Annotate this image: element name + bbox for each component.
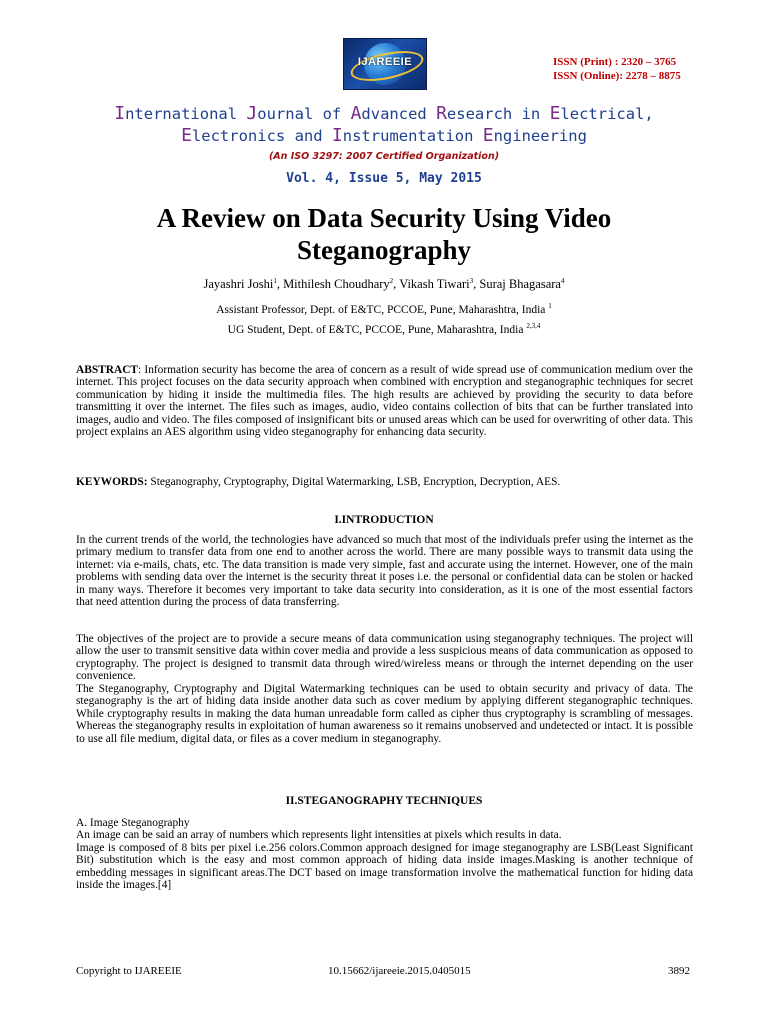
author-sup: 4 bbox=[560, 277, 565, 285]
author-sup: 3 bbox=[469, 277, 474, 285]
journal-name-line2 bbox=[20, 125, 748, 147]
section-heading-introduction: I.INTRODUCTION bbox=[334, 514, 434, 526]
abstract bbox=[76, 364, 693, 438]
image-paragraph-2: Image is composed of 8 bits per pixel i.e.256 colors.Common approach designed for image steganography are LSB(Least Significant Bit) substitution which is the easy and most common approach of hiding data inside images.Masking is another technique of embedding messages in significant areas.The DCT based on image transformation involve the mathematical function for hiding data inside the images.[4] bbox=[76, 842, 693, 892]
author-list: Jayashri Joshi$^1$, Mithilesh Choudhary$^2$, Vikash Tiwari$^3$, Suraj Bhagasara$^4$ bbox=[203, 277, 565, 292]
journal-name-capital: E bbox=[549, 103, 561, 124]
keywords-label: KEYWORDS: bbox=[76, 476, 148, 488]
paper-title-line2: Steganography bbox=[296, 235, 472, 265]
journal-name-text: nstrumentation bbox=[342, 127, 483, 145]
author: Mithilesh Choudhary bbox=[283, 277, 390, 292]
keywords bbox=[76, 476, 693, 488]
image-paragraph-1: An image can be said an array of numbers which represents light intensities at pixels which results in data. bbox=[76, 829, 562, 841]
journal-name-capital: I bbox=[331, 125, 343, 146]
journal-name-text: lectronics and bbox=[191, 127, 332, 145]
subsection-image-steganography: A. Image Steganography bbox=[76, 817, 190, 829]
abstract-label: ABSTRACT bbox=[76, 364, 139, 376]
abstract-text: : Information security has become the area of concern as a result of wide spread use of communication medium over the internet. This project focuses on the data security approach when combined with encryption and steganographic techniques for secret communication by hiding it inside the multimedia files. The high results are achieved by providing the security to data before transmitting it over the internet. The files such as images, audio, video contains collection of bits that can be further translated into images, audio and video. The files composed of insignificant bits or unused areas which can be used for overwriting of other data. This project explains an AES algorithm using video steganography for enhancing data security. bbox=[76, 364, 693, 439]
footer-doi: 10.15662/ijareeie.2015.0405015 bbox=[328, 965, 471, 977]
journal-logo bbox=[343, 38, 427, 90]
journal-name-text: nternational bbox=[125, 105, 247, 123]
affiliation-2: UG Student, Dept. of E&TC, PCCOE, Pune, Maharashtra, India $^{2,3,4}$ bbox=[227, 322, 541, 336]
issn-print: ISSN (Print) : 2320 – 3765 bbox=[553, 56, 677, 68]
journal-name-line1 bbox=[20, 103, 748, 125]
intro-paragraph-2: The objectives of the project are to provide a secure means of data communication using steganography techniques. The project will allow the user to transmit sensitive data within cover media and provide a less suspicious means of data communication as opposed to cryptography. The project is designed to transmit data through wired/wireless means or through the internet depending on the user convenience. bbox=[76, 633, 693, 683]
intro-paragraph-3: The Steganography, Cryptography and Digital Watermarking techniques can be used to obtain security and privacy of data. The steganography is the art of hiding data inside another data such as cover medium by applying different steganographic techniques. While cryptography results in making the data human unreadable form called as cipher thus cryptography is scrambling of messages. Whereas the steganography results in exploitation of human awareness so it remains unobserved and undetected or intact. It is possible to use all file medium, digital data, or files as a cover medium in steganography. bbox=[76, 683, 693, 745]
section-heading-steganography: II.STEGANOGRAPHY TECHNIQUES bbox=[285, 795, 483, 807]
journal-name-capital: E bbox=[181, 125, 192, 146]
journal-name-capital: R bbox=[436, 103, 447, 124]
footer-page-number: 3892 bbox=[668, 965, 690, 977]
journal-name-text: dvanced bbox=[361, 105, 437, 123]
author: Suraj Bhagasara bbox=[479, 277, 561, 292]
journal-name-text: esearch in bbox=[446, 105, 550, 123]
certification-note: (An ISO 3297: 2007 Certified Organization) bbox=[268, 151, 500, 162]
affiliation-1: Assistant Professor, Dept. of E&TC, PCCOE, Pune, Maharashtra, India $^1$ bbox=[216, 302, 552, 316]
author-sup: 2 bbox=[389, 277, 394, 285]
journal-name bbox=[20, 103, 748, 147]
journal-name-capital: J bbox=[246, 103, 258, 124]
paper-title-line1: A Review on Data Security Using Video bbox=[156, 203, 612, 233]
journal-name-capital: I bbox=[114, 103, 126, 124]
journal-name-capital: E bbox=[482, 125, 494, 146]
journal-name-text: ngineering bbox=[493, 127, 587, 145]
paper-title bbox=[60, 202, 708, 266]
footer-copyright: Copyright to IJAREEIE bbox=[76, 965, 182, 977]
author: Jayashri Joshi bbox=[203, 277, 274, 292]
journal-name-capital: A bbox=[350, 103, 362, 124]
issn-block bbox=[553, 55, 681, 83]
issn-online: ISSN (Online): 2278 – 8875 bbox=[553, 70, 681, 82]
keywords-text: Steganography, Cryptography, Digital Watermarking, LSB, Encryption, Decryption, AES. bbox=[147, 476, 561, 488]
author: Vikash Tiwari bbox=[399, 277, 470, 292]
journal-name-text: lectrical, bbox=[560, 105, 654, 123]
intro-paragraph-1: In the current trends of the world, the technologies have advanced so much that most of the individuals prefer using the internet as the primary medium to transfer data from one end to another across the world. There are many possible ways to transmit data using the internet: via e-mails, chats, etc. The data transition is made very simple, fast and accurate using the internet. However, one of the main problems with sending data over the internet is the security threat it poses i.e. the personal or confidential data can be stolen or hacked in many ways. Therefore it becomes very important to take data security into consideration, as it is one of the most essential factors that need attention during the process of data transferring. bbox=[76, 534, 693, 609]
journal-name-text: ournal of bbox=[257, 105, 351, 123]
author-sup: 1 bbox=[273, 277, 277, 285]
logo-text: IJAREEIE bbox=[357, 56, 413, 68]
volume-issue: Vol. 4, Issue 5, May 2015 bbox=[286, 171, 482, 186]
